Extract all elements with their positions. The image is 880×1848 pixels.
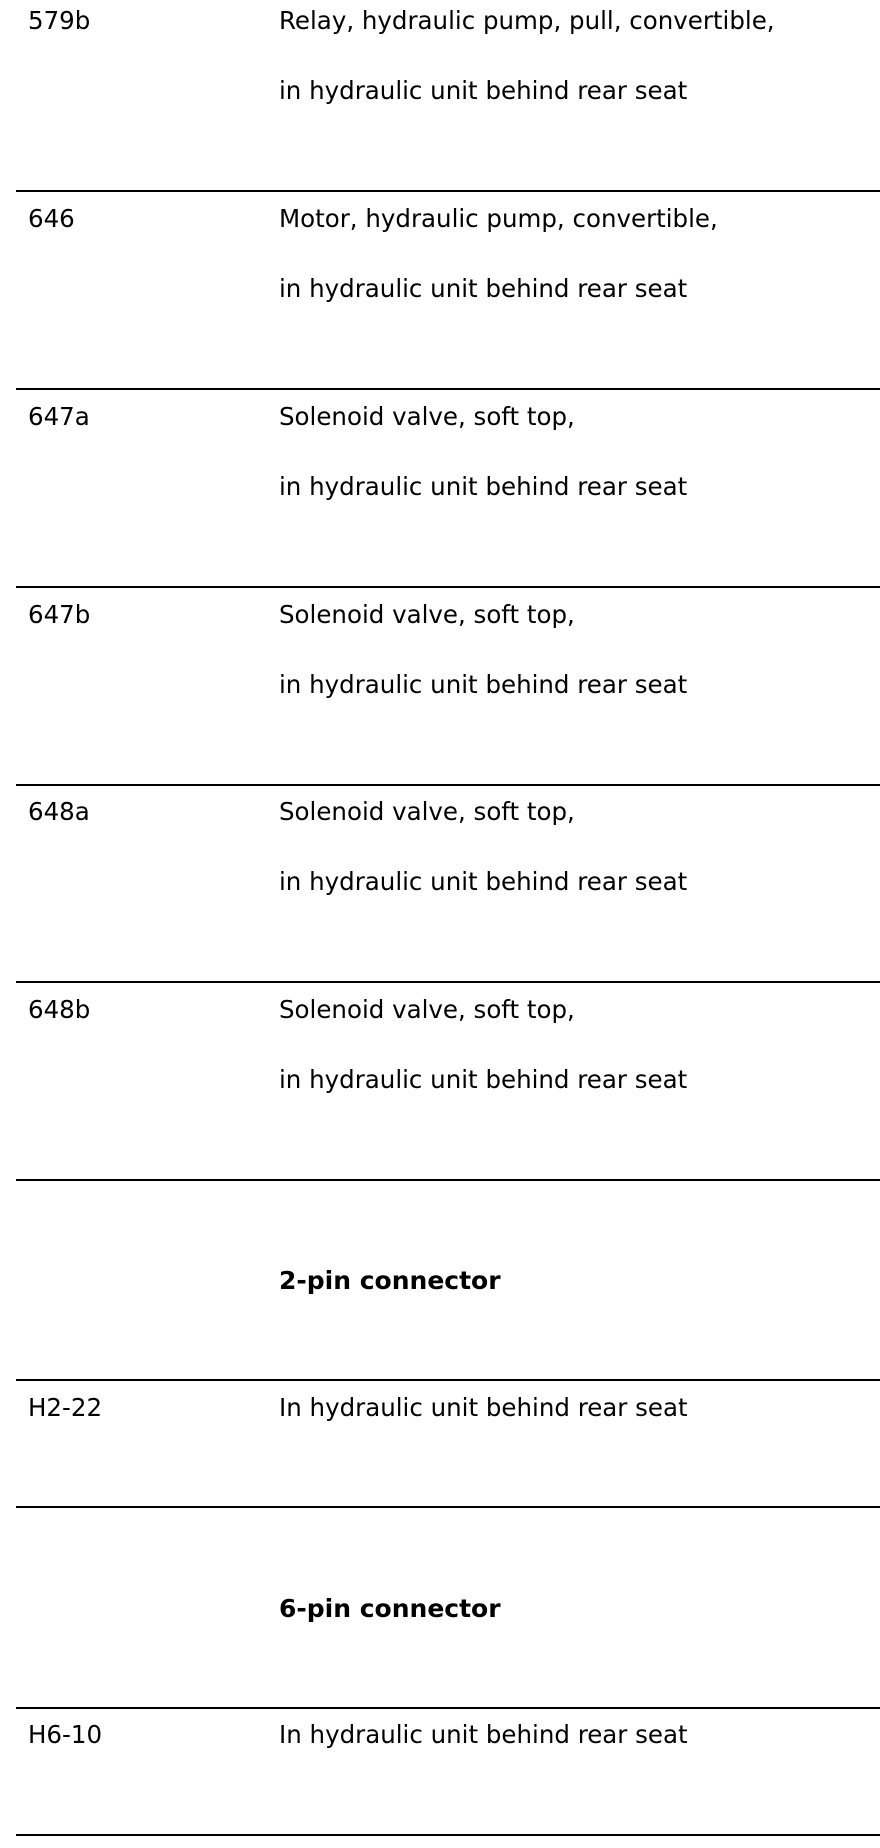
description-line-2: in hydraulic unit behind rear seat bbox=[279, 670, 688, 699]
component-code: 646 bbox=[28, 204, 75, 233]
description-line-2: in hydraulic unit behind rear seat bbox=[279, 867, 688, 896]
row-divider bbox=[16, 190, 880, 192]
component-description bbox=[279, 600, 687, 700]
connector-location: In hydraulic unit behind rear seat bbox=[279, 1393, 688, 1422]
component-description bbox=[279, 6, 775, 106]
component-code: 647b bbox=[28, 600, 91, 629]
row-divider bbox=[16, 1834, 880, 1836]
component-code: 579b bbox=[28, 6, 91, 35]
description-line-2: in hydraulic unit behind rear seat bbox=[279, 1065, 688, 1094]
component-description bbox=[279, 402, 687, 502]
description-line-2: in hydraulic unit behind rear seat bbox=[279, 274, 688, 303]
description-line-1: Relay, hydraulic pump, pull, convertible, bbox=[279, 6, 775, 35]
component-code: 648a bbox=[28, 797, 90, 826]
description-line-2: in hydraulic unit behind rear seat bbox=[279, 76, 688, 105]
row-divider bbox=[16, 1379, 880, 1381]
description-line-1: Solenoid valve, soft top, bbox=[279, 797, 575, 826]
row-divider bbox=[16, 981, 880, 983]
row-divider bbox=[16, 1707, 880, 1709]
description-line-2: in hydraulic unit behind rear seat bbox=[279, 472, 688, 501]
component-description bbox=[279, 995, 687, 1095]
row-divider bbox=[16, 586, 880, 588]
row-divider bbox=[16, 388, 880, 390]
description-line-1: Solenoid valve, soft top, bbox=[279, 600, 575, 629]
component-code: 648b bbox=[28, 995, 91, 1024]
description-line-1: Motor, hydraulic pump, convertible, bbox=[279, 204, 718, 233]
row-divider bbox=[16, 1179, 880, 1181]
component-description bbox=[279, 204, 718, 304]
row-divider bbox=[16, 1506, 880, 1508]
connector-code: H2-22 bbox=[28, 1393, 103, 1422]
connector-code: H6-10 bbox=[28, 1720, 103, 1749]
description-line-1: Solenoid valve, soft top, bbox=[279, 402, 575, 431]
description-line-1: Solenoid valve, soft top, bbox=[279, 995, 575, 1024]
component-description bbox=[279, 797, 687, 897]
component-code: 647a bbox=[28, 402, 90, 431]
section-heading-6-pin-connector: 6-pin connector bbox=[279, 1594, 501, 1623]
section-heading-2-pin-connector: 2-pin connector bbox=[279, 1266, 501, 1295]
row-divider bbox=[16, 784, 880, 786]
connector-location: In hydraulic unit behind rear seat bbox=[279, 1720, 688, 1749]
